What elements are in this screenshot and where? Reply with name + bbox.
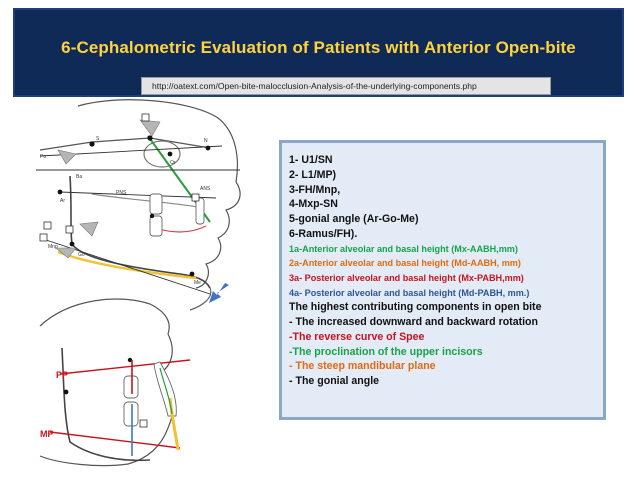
pp-label: PP: [56, 370, 69, 380]
label-or: Or: [170, 160, 176, 166]
info-line: 2a-Anterior alveolar and basal height (Md-AABH, mm): [289, 258, 521, 269]
info-panel: [279, 140, 606, 420]
info-line: 5-gonial angle (Ar-Go-Me): [289, 213, 419, 226]
info-line: 1- U1/SN: [289, 154, 333, 166]
lower-skull-outline: [40, 299, 169, 334]
label-go: Go: [78, 252, 85, 258]
info-line: 2- L1/MP): [289, 168, 337, 181]
info-line: - The gonial angle: [289, 375, 380, 388]
label-me: Me: [194, 280, 201, 286]
info-line: 3-FH/Mnp,: [289, 183, 341, 196]
info-line: 6-Ramus/FH).: [289, 227, 358, 240]
info-lines: [289, 153, 595, 389]
down-left-arrow-icon: [203, 283, 231, 307]
mnp-line: [40, 238, 210, 294]
maxilla: [92, 194, 204, 208]
label-s: S: [96, 136, 100, 142]
label-ans: ANS: [200, 186, 211, 192]
cephalometric-tracing-figure: [0, 98, 290, 479]
title-banner: [13, 8, 624, 97]
label-pns: PNS: [116, 190, 127, 196]
info-line: - The increased downward and backward rotation: [289, 315, 538, 328]
info-line: 1a-Anterior alveolar and basal height (Mx-AABH,mm): [289, 243, 518, 254]
label-ar: Ar: [60, 198, 65, 204]
palatal-plane-line: [60, 360, 190, 374]
label-mnp: Mnp: [48, 244, 58, 250]
info-line: 4-Mxp-SN: [289, 198, 338, 211]
info-line: 4a- Posterior alveolar and basal height (Md-PABH, mm.): [289, 287, 530, 298]
info-line: 3a- Posterior alveolar and basal height (Mx-PABH,mm): [289, 272, 524, 283]
label-ba: Ba: [76, 174, 83, 180]
source-url[interactable]: http://oatext.com/Open-bite-malocclusion-Analysis-of-the-underlying-components.php: [141, 77, 551, 95]
info-line: -The reverse curve of Spee: [289, 330, 425, 343]
lower-face-profile: [40, 334, 173, 466]
label-n: N: [204, 138, 208, 144]
info-line: -The proclination of the upper incisors: [289, 345, 483, 358]
info-line: The highest contributing components in open bite: [289, 301, 542, 314]
info-line: - The steep mandibular plane: [289, 360, 436, 373]
slide-title: 6-Cephalometric Evaluation of Patients with Anterior Open-bite: [61, 38, 576, 57]
label-po: Po: [40, 154, 47, 160]
mp-label: MP: [40, 429, 54, 439]
